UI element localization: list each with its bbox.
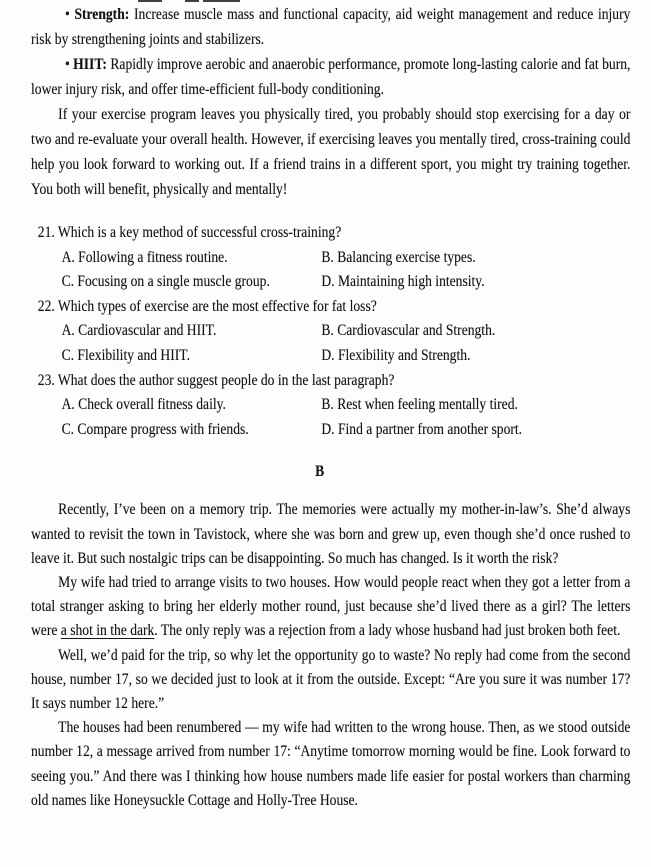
page-content: [31, 2, 630, 813]
bullet-text: Rapidly improve aerobic and anaerobic performance, promote long-lasting calorie and fat burn, lower injury risk, and offer time-efficient full-body conditioning.: [31, 56, 631, 98]
question-number: 23.: [37, 371, 55, 389]
option-text: Check overall fitness daily.: [78, 396, 226, 414]
option-22-a: [62, 319, 322, 344]
option-label: C.: [61, 420, 75, 438]
passage-a-closing-paragraph: If your exercise program leaves you physically tired, you probably should stop exercising for a day or two and re-evaluate your overall health. However, if exercising leaves you mentally tired, cross-training could help you look forward to working out. If a friend trains in a different sport, you might try training together. You both will benefit, physically and mentally!: [31, 106, 631, 198]
bullet-label: HIIT:: [73, 56, 107, 73]
option-22-d: [321, 344, 470, 369]
option-21-a: [62, 246, 322, 271]
option-label: B.: [321, 396, 334, 414]
option-text: Find a partner from another sport.: [337, 420, 523, 438]
option-label: B.: [321, 322, 334, 340]
bullet-icon: •: [64, 56, 70, 73]
question-22-options-cd: [31, 344, 630, 369]
question-number: 21.: [37, 224, 55, 241]
paragraph-2-before: My wife had tried to arrange visits to two houses. How would people react when they got a letter from a total stranger asking to bring her elderly mother round, just because she’d lived there as a girl? The letters were: [31, 573, 631, 640]
question-22-options-ab: [31, 319, 630, 344]
option-text: Balancing exercise types.: [337, 248, 476, 266]
option-text: Maintaining high intensity.: [337, 273, 485, 291]
option-label: B.: [321, 248, 334, 266]
bullet-icon: •: [64, 6, 70, 23]
option-text: Cardiovascular and HIIT.: [78, 322, 217, 340]
question-23-options-ab: [31, 393, 630, 418]
question-23-options-cd: [31, 418, 630, 443]
option-label: D.: [321, 420, 335, 438]
question-number: 22.: [37, 297, 55, 315]
question-21-options-cd: [31, 270, 630, 295]
bullet-item-strength: [31, 2, 630, 52]
question-22: [38, 295, 631, 320]
passage-b-paragraph-1: Recently, I’ve been on a memory trip. The memories were actually my mother-in-law’s. She’d always wanted to revisit the town in Tavistock, where she was born and grew up, even though she’d once rushed to leave it. But such nostalgic trips can be disappointing. So much has changed. Is it worth the risk?: [31, 501, 631, 567]
option-23-b: [321, 393, 518, 418]
section-b-heading: B: [315, 463, 325, 481]
bullet-text: Increase muscle mass and functional capacity, aid weight management and reduce injury risk by strengthening joints and stabilizers.: [31, 6, 631, 48]
option-label: D.: [321, 273, 335, 291]
option-label: A.: [61, 248, 75, 266]
option-text: Flexibility and HIIT.: [77, 346, 190, 364]
option-23-a: [62, 393, 322, 418]
option-label: C.: [61, 346, 75, 364]
bullet-label: Strength:: [74, 6, 130, 23]
question-21-options-ab: [31, 246, 630, 271]
question-text: What does the author suggest people do in the last paragraph?: [57, 371, 395, 389]
passage-b-paragraph-3: Well, we’d paid for the trip, so why let the opportunity go to waste? No reply had come from the second house, number 17, so we decided just to look at it from the outside. Except: “Are you sure it was number 17? It says number 12 here.”: [31, 646, 631, 712]
option-text: Following a fitness routine.: [78, 248, 228, 266]
option-label: D.: [321, 346, 335, 364]
bullet-item-hiit: [31, 52, 630, 102]
option-label: C.: [61, 273, 75, 291]
question-text: Which is a key method of successful cross-training?: [57, 224, 342, 241]
option-text: Focusing on a single muscle group.: [77, 273, 270, 291]
question-text: Which types of exercise are the most effective for fat loss?: [57, 297, 377, 315]
passage-b-paragraph-4: The houses had been renumbered — my wife had written to the wrong house. Then, as we stood outside number 12, a message arrived from number 17: “Anytime tomorrow morning would be fine. Look forward to seeing you.” And there was I thinking how house numbers made life easier for postal workers than charming old names like Honeysuckle Cottage and Holly-Tree House.: [31, 719, 631, 809]
option-22-c: [62, 344, 322, 369]
option-23-c: [62, 418, 322, 443]
question-23: [38, 369, 631, 394]
question-21: [38, 221, 631, 246]
option-label: A.: [61, 322, 75, 340]
passage-b-paragraph-2: [31, 571, 630, 644]
option-text: Compare progress with friends.: [77, 420, 249, 438]
passage-b: [31, 498, 630, 813]
option-23-d: [321, 418, 522, 443]
question-block: [31, 221, 630, 442]
option-text: Rest when feeling mentally tired.: [337, 396, 518, 414]
option-21-c: [62, 270, 322, 295]
option-21-d: [321, 270, 484, 295]
option-21-b: [321, 246, 475, 271]
option-label: A.: [61, 396, 75, 414]
paragraph-2-after: . The only reply was a rejection from a lady whose husband had just broken both feet.: [154, 622, 621, 640]
option-text: Cardiovascular and Strength.: [337, 322, 496, 340]
option-22-b: [321, 319, 495, 344]
underlined-phrase: a shot in the dark: [60, 622, 155, 640]
option-text: Flexibility and Strength.: [337, 346, 471, 364]
